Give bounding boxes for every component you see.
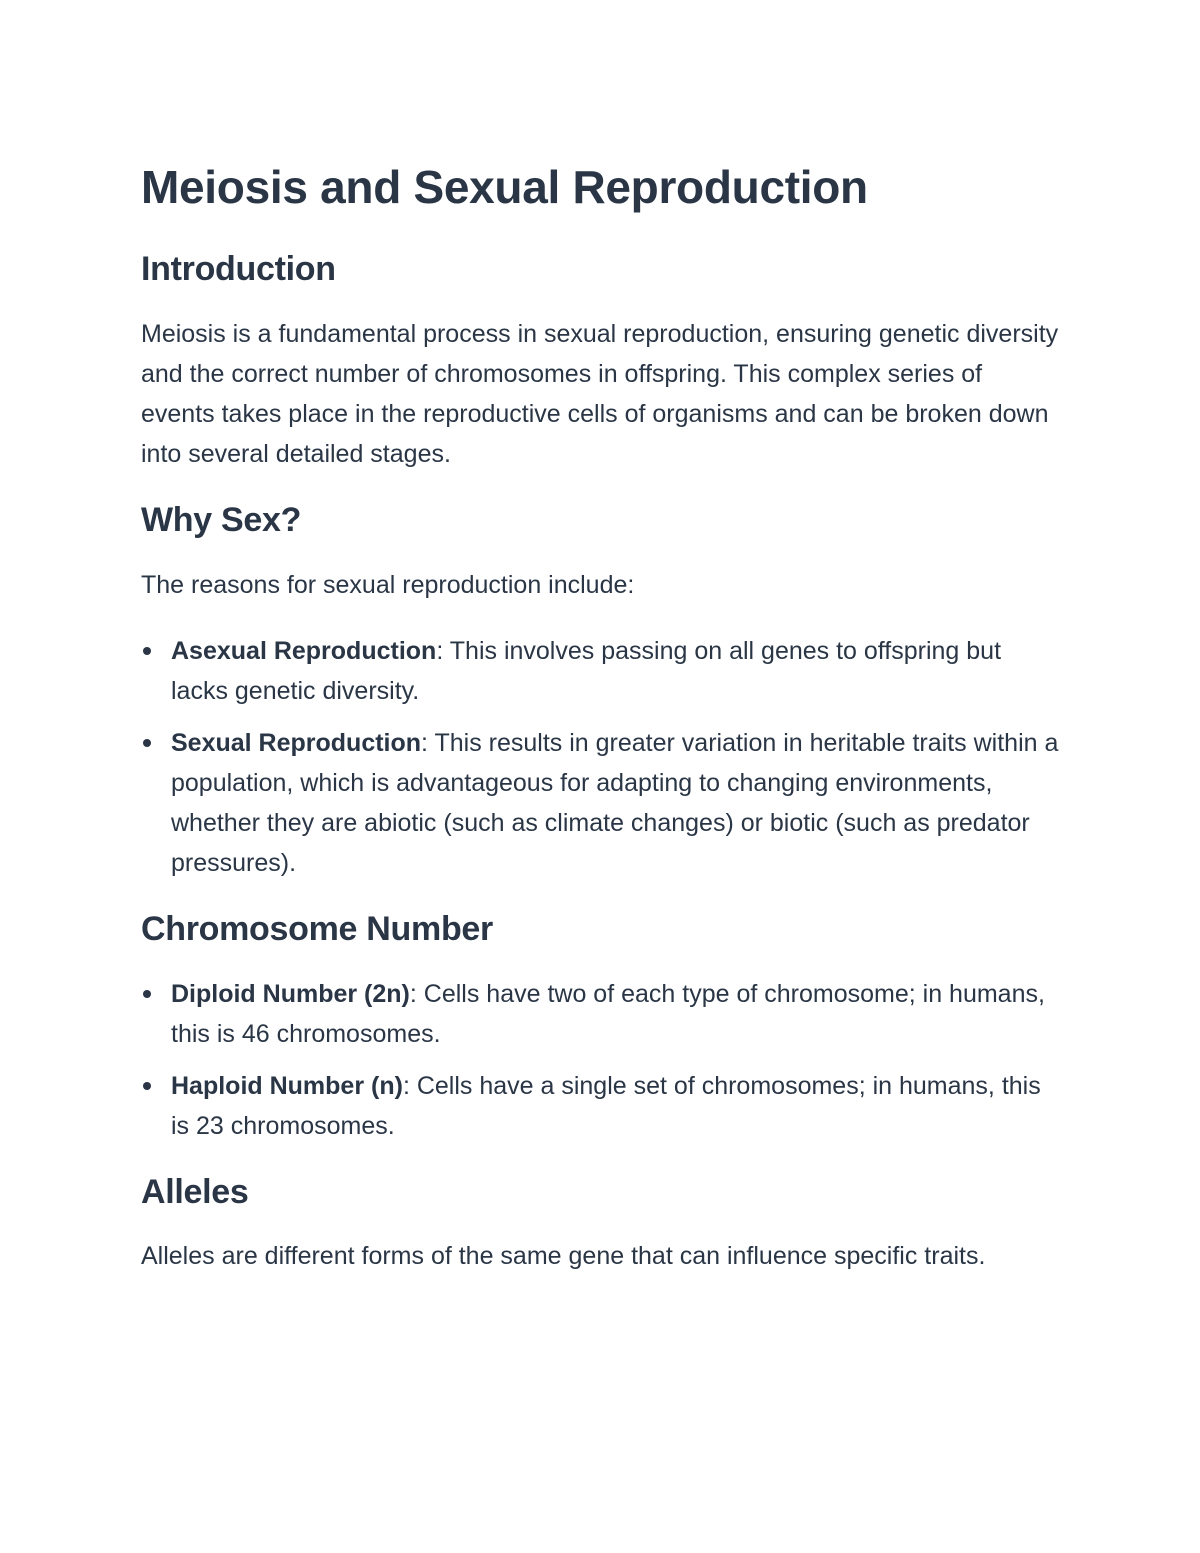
document-title: Meiosis and Sexual Reproduction <box>141 161 868 213</box>
why-sex-intro: The reasons for sexual reproduction include: <box>141 570 635 599</box>
section-alleles <box>141 1172 1061 1277</box>
list-item <box>141 1066 1061 1146</box>
list-item-text: : Cells have a single set of chromosomes; in humans, this is 23 chromosomes. <box>171 1071 1041 1140</box>
section-heading-chromosome-number: Chromosome Number <box>141 909 493 948</box>
why-sex-list <box>141 631 1061 883</box>
section-heading-why-sex: Why Sex? <box>141 500 302 539</box>
alleles-paragraph: Alleles are different forms of the same gene that can influence specific traits. <box>141 1242 986 1271</box>
list-item-text: : This involves passing on all genes to offspring but lacks genetic diversity. <box>171 636 1002 705</box>
section-chromosome-number <box>141 909 1061 1146</box>
chromosome-number-list <box>141 974 1061 1146</box>
list-item-text: : This results in greater variation in heritable traits within a population, which is advantageous for adapting to changing environments, whether they are abiotic (such as climate changes) or biotic (such as predator pressures). <box>171 728 1059 877</box>
list-item-term: Haploid Number (n) <box>171 1071 403 1100</box>
section-heading-introduction: Introduction <box>141 250 336 289</box>
section-why-sex <box>141 500 1061 883</box>
bullet-icon <box>143 647 151 655</box>
section-heading-alleles: Alleles <box>141 1172 249 1211</box>
bullet-icon <box>143 1082 151 1090</box>
list-item-term: Diploid Number (2n) <box>171 979 410 1008</box>
list-item <box>141 723 1061 883</box>
document-page <box>141 160 1061 1302</box>
list-item-text: : Cells have two of each type of chromosome; in humans, this is 46 chromosomes. <box>171 979 1045 1048</box>
bullet-icon <box>143 739 151 747</box>
introduction-paragraph: Meiosis is a fundamental process in sexual reproduction, ensuring genetic diversity and the correct number of chromosomes in offspring. This complex series of events takes place in the reproductive cells of organisms and can be broken down into several detailed stages. <box>141 319 1059 468</box>
list-item <box>141 974 1061 1054</box>
list-item-term: Sexual Reproduction <box>171 728 422 757</box>
section-introduction <box>141 249 1061 474</box>
list-item-term: Asexual Reproduction <box>171 636 437 665</box>
bullet-icon <box>143 990 151 998</box>
list-item <box>141 631 1061 711</box>
